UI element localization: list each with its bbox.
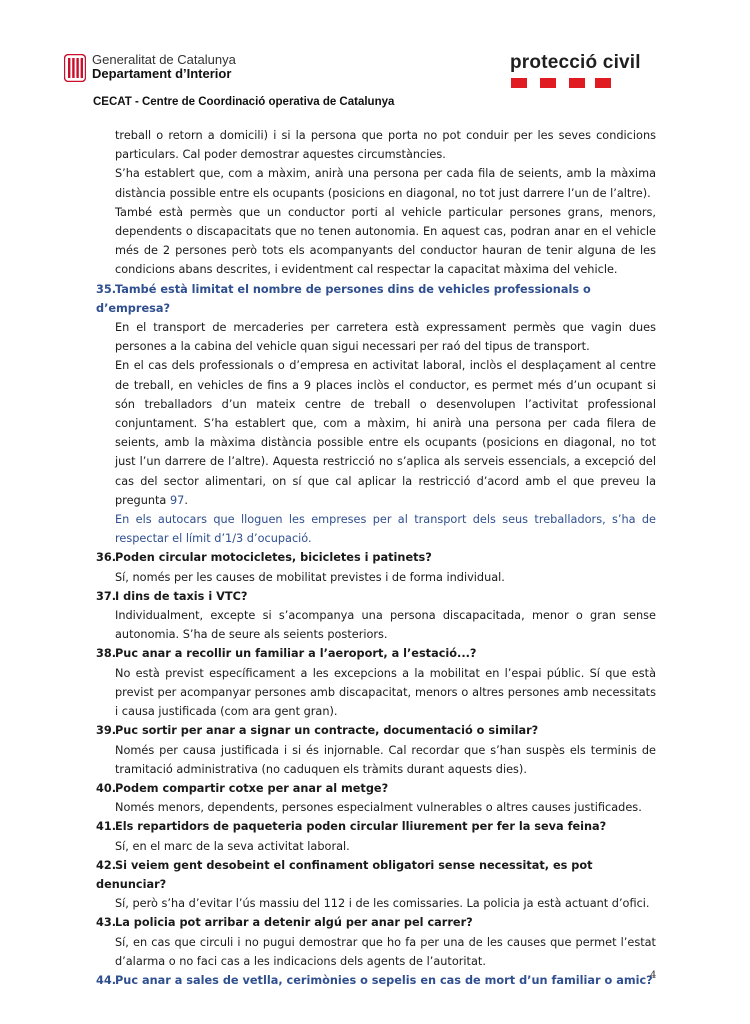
answer-42: Sí, però s’ha d’evitar l’ús massiu del 112 i de les comissaries. La policia ja està actuant d’ofici.	[115, 897, 650, 911]
question-43: 43.La policia pot arribar a detenir algú per anar pel carrer?	[96, 916, 473, 930]
proteccio-civil-squares-icon	[511, 78, 611, 88]
question-37: 37.I dins de taxis i VTC?	[96, 589, 248, 603]
question-38: 38.Puc anar a recollir un familiar a l’aeroport, a l’estació...?	[96, 647, 477, 661]
paragraph: treball o retorn a domicili) i si la persona que porta no pot conduir per les seves condicions particulars. Cal poder demostrar aquestes circumstàncies.	[115, 129, 656, 162]
generalitat-line: Generalitat de Catalunya	[92, 52, 236, 67]
question-39: 39.Puc sortir per anar a signar un contracte, documentació o similar?	[96, 724, 539, 738]
answer-35-paragraph: En el cas dels professionals o d’empresa en activitat laboral, inclòs el desplaçament al centre de treball, en vehicles de fins a 9 places inclòs el conductor, es permet més d’un ocupant si són treballadors d’un mateix centre de treball o desenvolupen l’activitat professional conjuntament. S’ha establert que, com a màxim, hi anirà una persona per cada filera de seients, amb la màxima distància possible entre els ocupants (posicions en diagonal, no tot just l’un darrere de l’altre). Aquesta restricció no s’aplica als serveis essencials, a excepció del cas del sector alimentari, on sí que cal aplicar la restricció d’acord amb el que preveu la pregunta 97.	[115, 359, 656, 507]
question-44: 44.Puc anar a sales de vetlla, cerimònies o sepelis en cas de mort d’un familiar o amic?	[96, 973, 653, 987]
generalitat-name	[92, 53, 236, 81]
question-35: 35.També està limitat el nombre de persones dins de vehicles professionals o d’empresa?	[96, 282, 591, 315]
page-number: 4	[650, 970, 657, 981]
department-line: Departament d’Interior	[92, 66, 232, 81]
question-41: 41.Els repartidors de paqueteria poden circular lliurement per fer la seva feina?	[96, 820, 607, 834]
answer-43: Sí, en cas que circuli i no pugui demostrar que ho fa per una de les causes que permet l’estat d’alarma o no faci cas a les indicacions dels agents de l’autoritat.	[115, 935, 656, 968]
question-97-link[interactable]: 97	[169, 493, 185, 507]
document-body	[96, 126, 656, 990]
answer-36: Sí, només per les causes de mobilitat previstes i de forma individual.	[115, 570, 505, 584]
page-header	[0, 0, 750, 120]
question-40: 40.Podem compartir cotxe per anar al metge?	[96, 781, 389, 795]
answer-41: Sí, en el marc de la seva activitat laboral.	[115, 839, 350, 853]
answer-35-paragraph: En els autocars que lloguen les empreses per al transport dels seus treballadors, s’ha de respectar el límit d’1/3 d’ocupació.	[115, 513, 656, 546]
question-36: 36.Poden circular motocicletes, bicicletes i patinets?	[96, 551, 432, 565]
answer-35-paragraph: En el transport de mercaderies per carretera està expressament permès que vagin dues persones a la cabina del vehicle quan sigui necessari per raó del tipus de transport.	[115, 321, 656, 354]
answer-38: No està previst específicament a les excepcions a la mobilitat en l’espai públic. Sí que està previst per acompanyar persones amb discapacitat, menors o altres persones amb necessitats i causa justificada (com ara gent gran).	[115, 666, 656, 719]
answer-40: Només menors, dependents, persones especialment vulnerables o altres causes justificades.	[115, 801, 642, 815]
answer-37: Individualment, excepte si s’acompanya una persona discapacitada, menor o gran sense autonomia. S’ha de seure als seients posteriors.	[115, 609, 656, 642]
answer-39: Només per causa justificada i si és injornable. Cal recordar que s’han suspès els terminis de tramitació administrativa (no caduquen els tràmits durant aquests dies).	[115, 743, 656, 776]
paragraph: S’ha establert que, com a màxim, anirà una persona per cada fila de seients, amb la màxima distància possible entre els ocupants (posicions en diagonal, no tot just darrere l’un de l’altre).	[115, 167, 656, 200]
paragraph: També està permès que un conductor porti al vehicle particular persones grans, menors, dependents o discapacitats que no tenen autonomia. En aquest cas, podran anar en el vehicle més de 2 persones però tots els acompanyants del conductor hauran de tenir alguna de les condicions abans descrites, i evidentment cal respectar la capacitat màxima del vehicle.	[115, 205, 656, 277]
cecat-title: CECAT - Centre de Coordinació operativa de Catalunya	[93, 96, 395, 108]
proteccio-civil-title: protecció civil	[510, 52, 641, 73]
question-42: 42.Si veiem gent desobeint el confinament obligatori sense necessitat, es pot denunciar?	[96, 858, 593, 891]
generalitat-logo-icon	[64, 54, 86, 82]
